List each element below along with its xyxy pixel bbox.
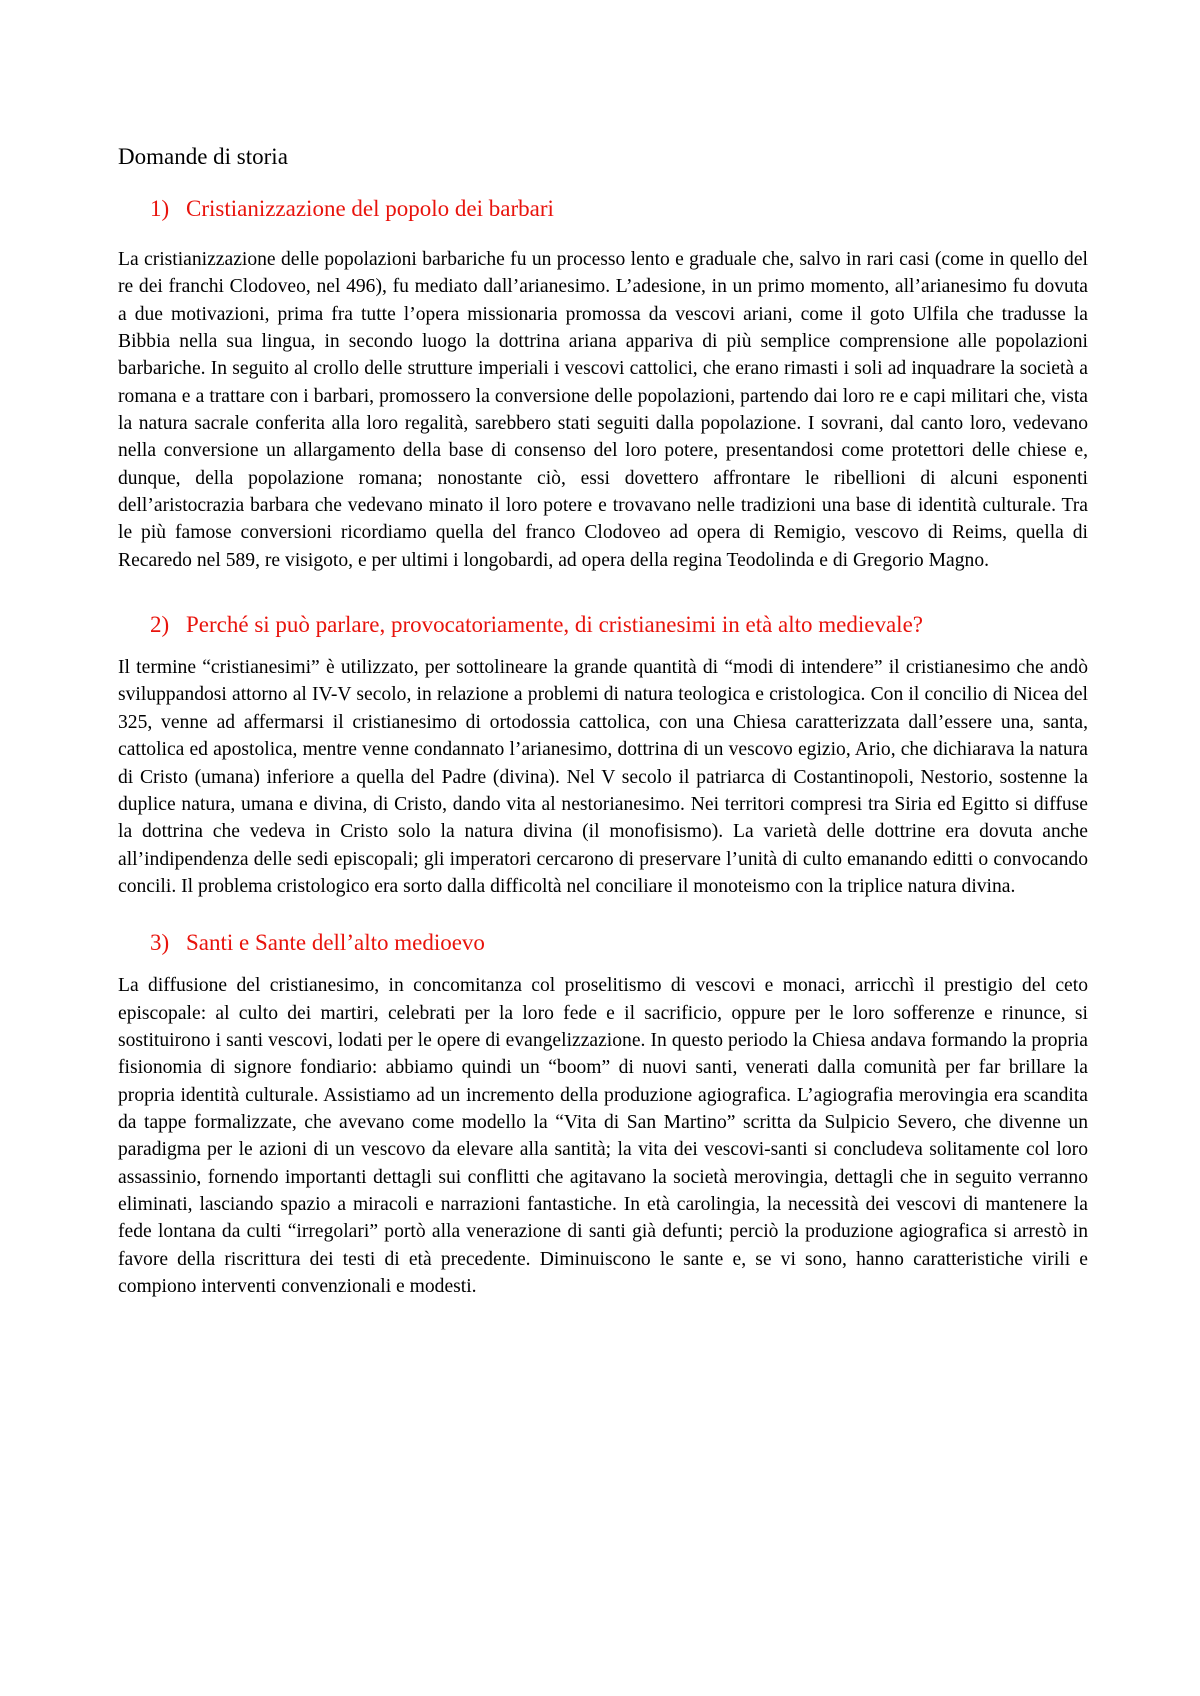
section-title-2: Perché si può parlare, provocatoriamente, di cristianesimi in età alto medievale? bbox=[186, 612, 923, 638]
section-heading-3 bbox=[118, 928, 1088, 958]
section-number-2: 2) bbox=[150, 612, 170, 638]
document-content bbox=[118, 142, 1088, 1300]
section-heading-2 bbox=[118, 610, 1088, 640]
document-title: Domande di storia bbox=[118, 144, 288, 169]
section-title-3: Santi e Sante dell’alto medioevo bbox=[186, 930, 485, 956]
section-body-1: La cristianizzazione delle popolazioni barbariche fu un processo lento e graduale che, salvo in rari casi (come in quello del re dei franchi Clodoveo, nel 496), fu mediato dall’arianesimo. L’adesione, in un primo momento, all’arianesimo fu dovuta a due motivazioni, prima fra tutte l’opera missionaria promossa da vescovi ariani, come il goto Ulfila che tradusse la Bibbia nella sua lingua, in secondo luogo la dottrina ariana appariva di più semplice comprensione alle popolazioni barbariche. In seguito al crollo delle strutture imperiali i vescovi cattolici, che erano rimasti i soli ad inquadrare la società a romana e a trattare con i barbari, promossero la conversione delle popolazioni, partendo dai loro re e capi militari che, vista la natura sacrale conferita alla loro regalità, sarebbero stati seguiti dalla popolazione. I sovrani, dal canto loro, vedevano nella conversione un allargamento della base di consenso del loro potere, presentandosi come protettori delle chiese e, dunque, della popolazione romana; nonostante ciò, essi dovettero affrontare le ribellioni di alcuni esponenti dell’aristocrazia barbara che vedevano minato il loro potere e trovavano nelle tradizioni una base di identità culturale. Tra le più famose conversioni ricordiamo quella del franco Clodoveo ad opera di Remigio, vescovo di Reims, quella di Recaredo nel 589, re visigoto, e per ultimi i longobardi, ad opera della regina Teodolinda e di Gregorio Magno. bbox=[118, 249, 1088, 571]
section-body-2: Il termine “cristianesimi” è utilizzato, per sottolineare la grande quantità di “modi di intendere” il cristianesimo che andò sviluppandosi attorno al IV-V secolo, in relazione a problemi di natura teologica e cristologica. Con il concilio di Nicea del 325, venne ad affermarsi il cristianesimo di ortodossia cattolica, con una Chiesa caratterizzata dall’essere una, santa, cattolica ed apostolica, mentre venne condannato l’arianesimo, dottrina di un vescovo egizio, Ario, che dichiarava la natura di Cristo (umana) inferiore a quella del Padre (divina). Nel V secolo il patriarca di Costantinopoli, Nestorio, sostenne la duplice natura, umana e divina, di Cristo, dando vita al nestorianesimo. Nei territori compresi tra Siria ed Egitto si diffuse la dottrina che vedeva in Cristo solo la natura divina (il monofisismo). La varietà delle dottrine era dovuta anche all’indipendenza delle sedi episcopali; gli imperatori cercarono di preservare l’unità di culto emanando editti o convocando concili. Il problema cristologico era sorto dalla difficoltà nel conciliare il monoteismo con la triplice natura divina. bbox=[118, 657, 1088, 897]
section-number-3: 3) bbox=[150, 930, 170, 956]
section-body-3: La diffusione del cristianesimo, in concomitanza col proselitismo di vescovi e monaci, arricchì il prestigio del ceto episcopale: al culto dei martiri, celebrati per la loro fede e il sacrificio, oppure per le loro sofferenze e rinunce, si sostituirono i santi vescovi, lodati per le opere di evangelizzazione. In questo periodo la Chiesa andava formando la propria fisionomia di signore fondiario: abbiamo quindi un “boom” di nuovi santi, venerati dalla comunità per far brillare la propria identità culturale. Assistiamo ad un incremento della produzione agiografica. L’agiografia merovingia era scandita da tappe formalizzate, che avevano come modello la “Vita di San Martino” scritta da Sulpicio Severo, che divenne un paradigma per le azioni di un vescovo da elevare alla santità; la vita dei vescovi-santi si concludeva solitamente col loro assassinio, fornendo importanti dettagli sui conflitti che agitavano la società merovingia, dettagli che in seguito verranno eliminati, lasciando spazio a miracoli e narrazioni fantastiche. In età carolingia, la necessità dei vescovi di mantenere la fede lontana da culti “irregolari” portò alla venerazione di santi già defunti; perciò la produzione agiografica si arrestò in favore della riscrittura dei testi di età precedente. Diminuiscono le sante e, se vi sono, hanno caratteristiche virili e compiono interventi convenzionali e modesti. bbox=[118, 975, 1088, 1297]
section-number-1: 1) bbox=[150, 196, 170, 221]
section-heading-1 bbox=[118, 194, 1088, 224]
section-title-1: Cristianizzazione del popolo dei barbari bbox=[186, 196, 554, 221]
